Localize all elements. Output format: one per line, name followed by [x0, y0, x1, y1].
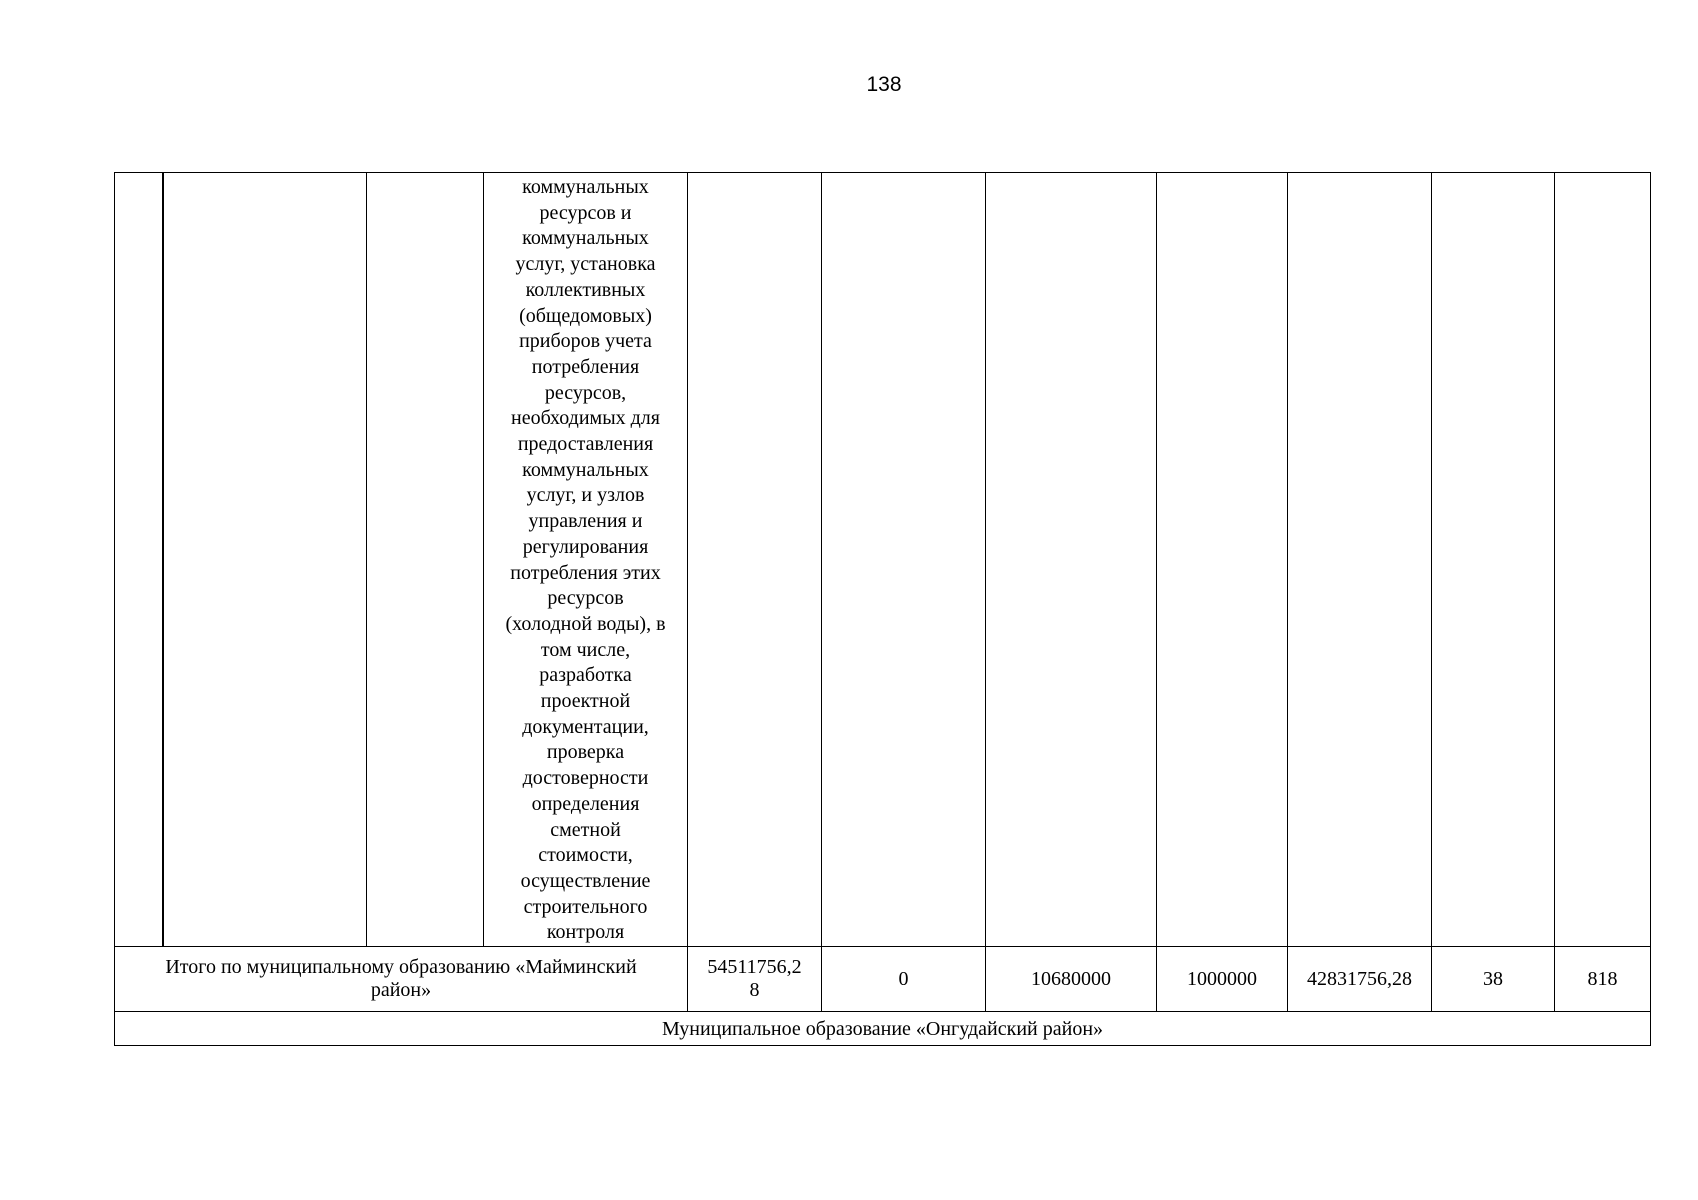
- total-municipal: 1000000: [1157, 947, 1288, 1012]
- table-cell-federal: [822, 173, 986, 947]
- description-line: проверка: [546, 741, 625, 764]
- description-line: осуществление: [520, 869, 651, 892]
- total-label: Итого по муниципальному образованию «Майминский район»: [115, 947, 688, 1012]
- description-line: предоставления: [517, 433, 654, 456]
- description-line: ресурсов и: [539, 201, 632, 224]
- table-cell-address: [367, 173, 484, 947]
- description-line: ресурсов,: [544, 381, 627, 404]
- table-cell-regional: [986, 173, 1157, 947]
- total-people: 818: [1555, 947, 1651, 1012]
- description-line: документации,: [522, 715, 649, 738]
- table-cell-people: [1555, 173, 1651, 947]
- description-line: потребления: [531, 355, 640, 378]
- total-other: 42831756,28: [1288, 947, 1432, 1012]
- table-cell-total: [688, 173, 822, 947]
- description-line: коммунальных: [522, 227, 649, 250]
- work-description: [484, 173, 687, 946]
- table-cell-description: [484, 173, 688, 947]
- description-line: коммунальных: [522, 176, 649, 198]
- description-line: регулирования: [522, 535, 649, 558]
- total-amount-line-1: 54511756,2: [707, 956, 802, 979]
- table-cell-count: [1432, 173, 1555, 947]
- description-line: стоимости,: [538, 844, 633, 867]
- section-header: Муниципальное образование «Онгудайский район»: [115, 1012, 1651, 1046]
- total-amount-cell: [688, 947, 822, 1012]
- table-cell-municipal: [1157, 173, 1288, 947]
- description-line: (холодной воды), в: [505, 612, 666, 635]
- description-line: коллективных: [525, 278, 646, 301]
- description-line: (общедомовых): [519, 304, 652, 327]
- description-line: контроля: [546, 921, 625, 944]
- page-number: 138: [866, 73, 902, 96]
- total-regional: 10680000: [986, 947, 1157, 1012]
- description-line: приборов учета: [519, 330, 652, 353]
- description-line: сметной: [550, 818, 621, 841]
- total-row: [115, 947, 1651, 1012]
- table-cell-number: [115, 173, 163, 947]
- section-header-row: [115, 1012, 1651, 1046]
- table-cell-other: [1288, 173, 1432, 947]
- description-line: разработка: [539, 664, 632, 687]
- description-line: проектной: [540, 690, 631, 713]
- description-line: управления и: [528, 510, 643, 533]
- description-line: определения: [531, 792, 640, 815]
- description-line: ресурсов: [547, 587, 624, 610]
- description-line: услуг, установка: [515, 253, 656, 276]
- total-count: 38: [1432, 947, 1555, 1012]
- description-line: услуг, и узлов: [526, 484, 645, 507]
- total-amount-line-2: 8: [749, 979, 760, 1002]
- description-line: необходимых для: [511, 407, 660, 430]
- description-line: коммунальных: [522, 458, 649, 481]
- description-line: потребления этих: [510, 561, 661, 584]
- description-line: достоверности: [522, 767, 649, 790]
- table-row: [115, 173, 1651, 947]
- budget-table: [114, 172, 1651, 1046]
- total-federal: 0: [822, 947, 986, 1012]
- description-line: строительного: [523, 895, 648, 918]
- description-line: том числе,: [540, 638, 631, 661]
- table-cell-name: [163, 173, 367, 947]
